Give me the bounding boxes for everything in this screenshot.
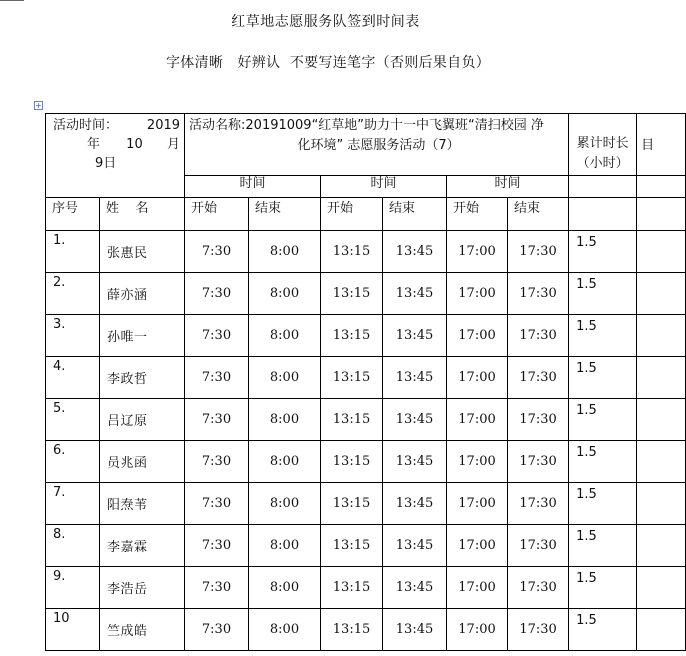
slot-2-start: 13:15 bbox=[321, 525, 383, 567]
year-unit: 年 bbox=[87, 137, 101, 152]
blank-cell bbox=[637, 483, 686, 525]
slot-2-end: 13:45 bbox=[383, 315, 447, 357]
row-index: 1. bbox=[46, 231, 100, 273]
table-body bbox=[46, 231, 686, 651]
blank-cell bbox=[637, 273, 686, 315]
volunteer-name: 阳焘苇 bbox=[100, 483, 185, 525]
blank-cell bbox=[637, 315, 686, 357]
slot-3-end: 17:30 bbox=[508, 525, 569, 567]
slot-1-end: 8:00 bbox=[249, 609, 321, 651]
slot-2-end: 13:45 bbox=[383, 273, 447, 315]
slot-3-start: 17:00 bbox=[447, 273, 508, 315]
table-row bbox=[46, 483, 686, 525]
page-subtitle: 字体清晰 好辨认 不要写连笔字（否则后果自负） bbox=[166, 55, 491, 71]
table-row bbox=[46, 441, 686, 483]
start-header-1: 开始 bbox=[185, 198, 249, 231]
slot-3-end: 17:30 bbox=[508, 273, 569, 315]
slot-1-end: 8:00 bbox=[249, 231, 321, 273]
row-index: 4. bbox=[46, 357, 100, 399]
total-hours-header: 累计时长（小时） bbox=[569, 114, 637, 176]
slot-3-end: 17:30 bbox=[508, 231, 569, 273]
blank-cell bbox=[637, 357, 686, 399]
slot-1-start: 7:30 bbox=[185, 231, 249, 273]
table-row bbox=[46, 567, 686, 609]
day-text: 9日 bbox=[95, 156, 117, 171]
slot-1-start: 7:30 bbox=[185, 525, 249, 567]
slot-1-end: 8:00 bbox=[249, 273, 321, 315]
slot-2-start: 13:15 bbox=[321, 357, 383, 399]
row-index: 8. bbox=[46, 525, 100, 567]
table-row bbox=[46, 399, 686, 441]
slot-2-start: 13:15 bbox=[321, 399, 383, 441]
slot-2-start: 13:15 bbox=[321, 315, 383, 357]
blank-cell bbox=[637, 609, 686, 651]
slot-2-end: 13:45 bbox=[383, 357, 447, 399]
name-header: 姓 名 bbox=[100, 198, 185, 231]
header-rule bbox=[0, 0, 24, 1]
slot-1-end: 8:00 bbox=[249, 441, 321, 483]
slot-3-start: 17:00 bbox=[447, 525, 508, 567]
row-index: 10 bbox=[46, 609, 100, 651]
move-anchor-icon[interactable]: + bbox=[35, 101, 42, 110]
slot-3-end: 17:30 bbox=[508, 441, 569, 483]
slot-2-start: 13:15 bbox=[321, 231, 383, 273]
volunteer-name: 孙唯一 bbox=[100, 315, 185, 357]
slot-3-end: 17:30 bbox=[508, 399, 569, 441]
volunteer-name: 竺成皓 bbox=[100, 609, 185, 651]
volunteer-name: 薛亦涵 bbox=[100, 273, 185, 315]
total-hours: 1.5 bbox=[569, 357, 637, 399]
end-header-1: 结束 bbox=[249, 198, 321, 231]
blank-cell bbox=[637, 525, 686, 567]
slot-1-end: 8:00 bbox=[249, 357, 321, 399]
blank-cell bbox=[637, 441, 686, 483]
total-hours: 1.5 bbox=[569, 525, 637, 567]
table-row bbox=[46, 525, 686, 567]
blank-cell bbox=[569, 198, 637, 231]
activity-name-line-1: 活动名称:20191009“红草地”助力十一中飞翼班“清扫校园 净 bbox=[189, 118, 544, 133]
total-hours: 1.5 bbox=[569, 315, 637, 357]
table-row bbox=[46, 231, 686, 273]
slot-1-end: 8:00 bbox=[249, 567, 321, 609]
blank-cell bbox=[637, 198, 686, 231]
slot-1-end: 8:00 bbox=[249, 483, 321, 525]
slot-2-end: 13:45 bbox=[383, 483, 447, 525]
total-hours: 1.5 bbox=[569, 399, 637, 441]
total-hours: 1.5 bbox=[569, 441, 637, 483]
slot-3-end: 17:30 bbox=[508, 357, 569, 399]
slot-1-start: 7:30 bbox=[185, 273, 249, 315]
header-row-activity bbox=[46, 114, 686, 176]
slot-3-end: 17:30 bbox=[508, 609, 569, 651]
row-index: 6. bbox=[46, 441, 100, 483]
table-row bbox=[46, 609, 686, 651]
slot-2-end: 13:45 bbox=[383, 609, 447, 651]
table-row bbox=[46, 273, 686, 315]
row-index: 3. bbox=[46, 315, 100, 357]
volunteer-name: 吕辽原 bbox=[100, 399, 185, 441]
page-title: 红草地志愿服务队签到时间表 bbox=[231, 14, 420, 30]
volunteer-name: 员兆函 bbox=[100, 441, 185, 483]
volunteer-name: 张惠民 bbox=[100, 231, 185, 273]
blank-cell bbox=[637, 399, 686, 441]
year-value: 2019 bbox=[146, 118, 181, 133]
index-header: 序号 bbox=[46, 198, 100, 231]
row-index: 7. bbox=[46, 483, 100, 525]
slot-1-start: 7:30 bbox=[185, 399, 249, 441]
slot-1-start: 7:30 bbox=[185, 609, 249, 651]
slot-2-end: 13:45 bbox=[383, 441, 447, 483]
total-hours: 1.5 bbox=[569, 231, 637, 273]
time-group-1-label: 时间 bbox=[185, 176, 321, 198]
slot-2-start: 13:15 bbox=[321, 273, 383, 315]
slot-3-start: 17:00 bbox=[447, 399, 508, 441]
total-hours: 1.5 bbox=[569, 273, 637, 315]
signin-table bbox=[45, 113, 686, 651]
slot-1-end: 8:00 bbox=[249, 525, 321, 567]
time-group-3-label: 时间 bbox=[447, 176, 569, 198]
blank-cell bbox=[637, 231, 686, 273]
slot-3-start: 17:00 bbox=[447, 315, 508, 357]
slot-1-start: 7:30 bbox=[185, 315, 249, 357]
time-group-2-label: 时间 bbox=[321, 176, 447, 198]
slot-3-start: 17:00 bbox=[447, 357, 508, 399]
slot-1-end: 8:00 bbox=[249, 315, 321, 357]
blank-cell bbox=[637, 567, 686, 609]
start-header-3: 开始 bbox=[447, 198, 508, 231]
row-index: 2. bbox=[46, 273, 100, 315]
slot-3-end: 17:30 bbox=[508, 567, 569, 609]
slot-2-end: 13:45 bbox=[383, 525, 447, 567]
table-row bbox=[46, 315, 686, 357]
slot-1-start: 7:30 bbox=[185, 357, 249, 399]
slot-3-start: 17:00 bbox=[447, 483, 508, 525]
total-hours: 1.5 bbox=[569, 483, 637, 525]
blank-cell bbox=[637, 176, 686, 198]
slot-2-end: 13:45 bbox=[383, 399, 447, 441]
row-index: 9. bbox=[46, 567, 100, 609]
slot-2-end: 13:45 bbox=[383, 567, 447, 609]
slot-1-start: 7:30 bbox=[185, 441, 249, 483]
activity-name-line-2: 化环境” 志愿服务活动（7） bbox=[297, 138, 460, 153]
header-row-columns bbox=[46, 198, 686, 231]
slot-1-end: 8:00 bbox=[249, 399, 321, 441]
total-hours: 1.5 bbox=[569, 567, 637, 609]
slot-2-start: 13:15 bbox=[321, 609, 383, 651]
activity-name-cell bbox=[185, 114, 569, 176]
slot-2-start: 13:15 bbox=[321, 567, 383, 609]
slot-3-start: 17:00 bbox=[447, 441, 508, 483]
volunteer-name: 李嘉霖 bbox=[100, 525, 185, 567]
month-unit: 月 bbox=[167, 137, 181, 152]
row-index: 5. bbox=[46, 399, 100, 441]
slot-3-start: 17:00 bbox=[447, 231, 508, 273]
extra-header: 目 bbox=[637, 114, 686, 176]
table-row bbox=[46, 357, 686, 399]
volunteer-name: 李浩岳 bbox=[100, 567, 185, 609]
slot-1-start: 7:30 bbox=[185, 567, 249, 609]
slot-3-start: 17:00 bbox=[447, 567, 508, 609]
slot-2-start: 13:15 bbox=[321, 483, 383, 525]
end-header-2: 结束 bbox=[383, 198, 447, 231]
blank-cell bbox=[569, 176, 637, 198]
slot-2-end: 13:45 bbox=[383, 231, 447, 273]
slot-3-end: 17:30 bbox=[508, 315, 569, 357]
slot-3-start: 17:00 bbox=[447, 609, 508, 651]
slot-2-start: 13:15 bbox=[321, 441, 383, 483]
volunteer-name: 李政哲 bbox=[100, 357, 185, 399]
activity-time-cell bbox=[46, 114, 185, 198]
month-value: 10 bbox=[126, 137, 143, 152]
total-hours: 1.5 bbox=[569, 609, 637, 651]
end-header-3: 结束 bbox=[508, 198, 569, 231]
start-header-2: 开始 bbox=[321, 198, 383, 231]
activity-time-label: 活动时间： bbox=[53, 118, 119, 133]
slot-1-start: 7:30 bbox=[185, 483, 249, 525]
slot-3-end: 17:30 bbox=[508, 483, 569, 525]
